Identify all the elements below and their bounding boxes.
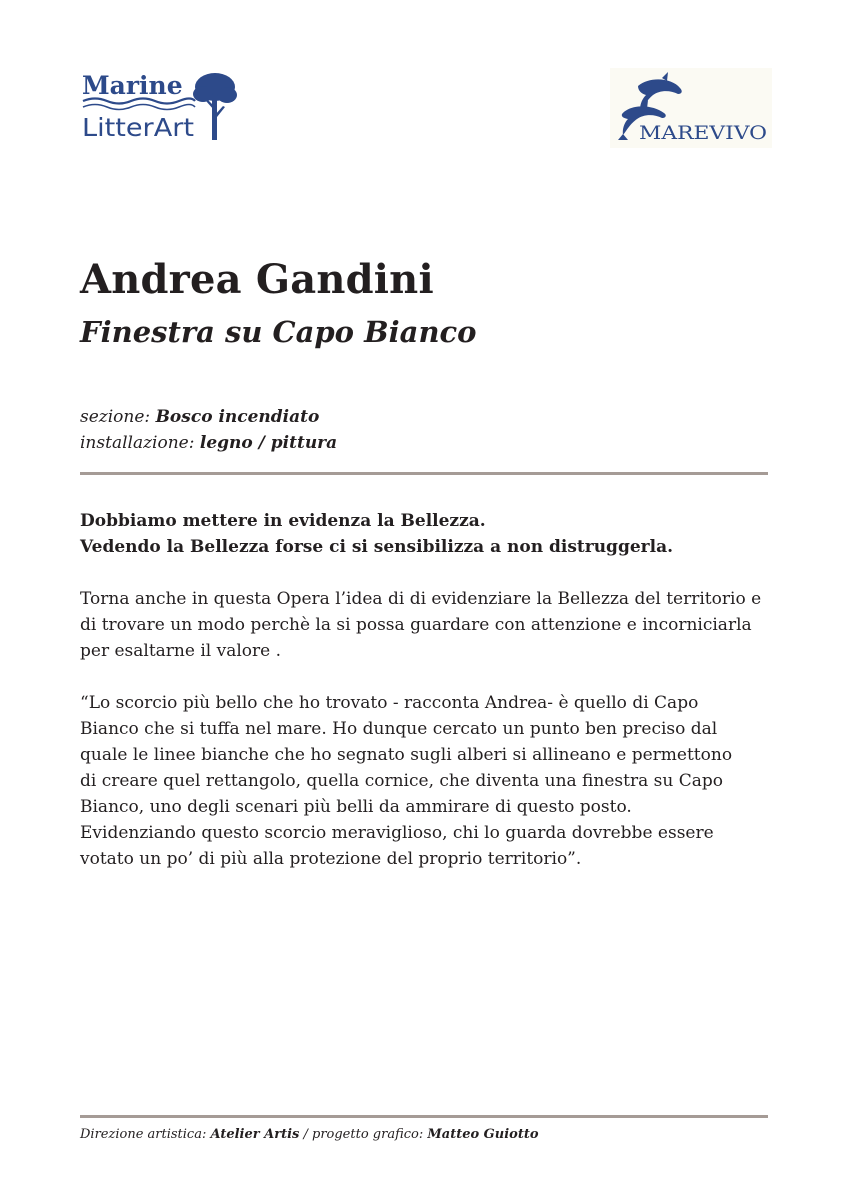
lead-line: Dobbiamo mettere in evidenza la Bellezza. [80, 511, 486, 531]
direction-label: Direzione artistica: [80, 1127, 207, 1142]
lead-line: Vedendo la Bellezza forse ci si sensibilizza a non distruggerla. [80, 537, 673, 557]
installation-row [80, 430, 337, 456]
logo-marevivo-text: MAREVIVO [639, 122, 767, 144]
paragraph-line: di trovare un modo perchè la si possa guardare con attenzione e incorniciarla [80, 615, 752, 635]
logo-litterart-text: LitterArt [82, 113, 195, 142]
marevivo-logo [610, 68, 772, 148]
paragraph-line: per esaltarne il valore . [80, 641, 282, 661]
artwork-description [80, 508, 780, 898]
paragraph-line: Evidenziando questo scorcio meraviglioso, chi lo guarda dovrebbe essere [80, 823, 714, 843]
work-title: Finestra su Capo Bianco [80, 315, 477, 349]
installation-label: installazione: [80, 433, 195, 453]
lead-paragraph [80, 508, 780, 560]
paragraph-line: votato un po’ di più alla protezione del proprio territorio”. [80, 849, 582, 869]
paragraph-line: Bianco, uno degli scenari più belli da ammirare di questo posto. [80, 797, 632, 817]
paragraph-line: di creare quel rettangolo, quella cornice, che diventa una finestra su Capo [80, 771, 723, 791]
paragraph-2-quote [80, 690, 780, 872]
paragraph-1 [80, 586, 780, 664]
section-label: sezione: [80, 407, 151, 427]
installation-value: legno / pittura [199, 433, 338, 453]
footer-separator: / [299, 1127, 312, 1142]
marine-litterart-logo [80, 70, 240, 148]
paragraph-line: “Lo scorcio più bello che ho trovato - racconta Andrea- è quello di Capo [80, 693, 699, 713]
divider-top [80, 472, 768, 475]
tree-icon [193, 73, 237, 140]
direction-value: Atelier Artis [210, 1127, 300, 1142]
paragraph-line: Bianco che si tuffa nel mare. Ho dunque cercato un punto ben preciso dal [80, 719, 718, 739]
logo-wave-icon-2 [83, 105, 195, 110]
logo-marine-text: Marine [82, 71, 183, 100]
section-value: Bosco incendiato [155, 407, 320, 427]
divider-bottom [80, 1115, 768, 1118]
credits-footer [80, 1127, 539, 1142]
artist-name: Andrea Gandini [80, 256, 434, 303]
paragraph-line: quale le linee bianche che ho segnato sugli alberi si allineano e permettono [80, 745, 733, 765]
artwork-meta [80, 404, 337, 456]
design-label: progetto grafico: [312, 1127, 424, 1142]
section-row [80, 404, 337, 430]
design-value: Matteo Guiotto [427, 1127, 539, 1142]
paragraph-line: Torna anche in questa Opera l’idea di di evidenziare la Bellezza del territorio e [80, 589, 762, 609]
